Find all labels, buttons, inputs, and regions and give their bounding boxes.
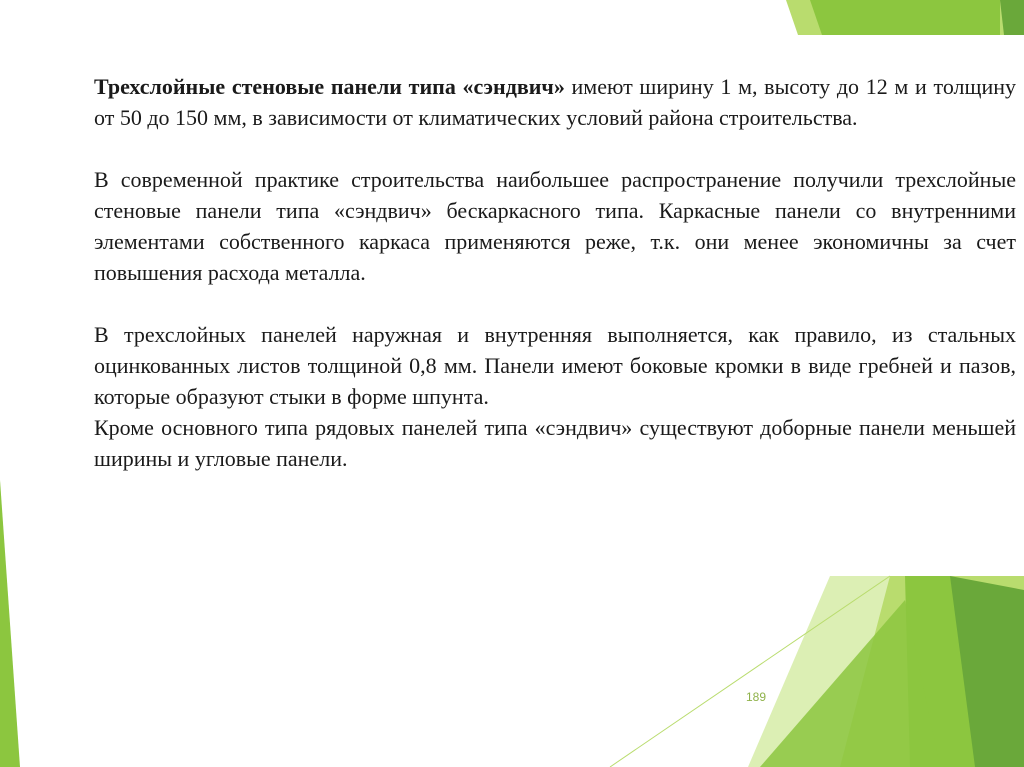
text-body	[94, 71, 1016, 474]
paragraph-1-rest: имеют ширину 1 м, высоту до 12 м и толщину от 50 до 150 мм, в зависимости от климатических условий района строительства.	[94, 74, 1016, 130]
paragraph-2: В современной практике строительства наибольшее распространение получили трехслойные стеновые панели типа «сэндвич» бескаркасного типа. Каркасные панели со внутренними элементами собственного каркаса применяются реже, т.к. они менее экономичны за счет повышения расхода металла.	[94, 167, 1016, 285]
paragraph-gap	[94, 133, 1016, 164]
paragraph-gap	[94, 288, 1016, 319]
top-right-stripe-mid	[810, 0, 1000, 35]
page-number: 189	[745, 690, 767, 704]
paragraph-4: Кроме основного типа рядовых панелей типа «сэндвич» существуют доборные панели меньшей ширины и угловые панели.	[94, 415, 1016, 471]
paragraph-1-bold-lead: Трехслойные стеновые панели типа «сэндвич»	[94, 74, 565, 99]
paragraph-1	[94, 71, 1016, 133]
left-edge-stripe	[0, 480, 20, 767]
paragraph-3: В трехслойных панелей наружная и внутренняя выполняется, как правило, из стальных оцинкованных листов толщиной 0,8 мм. Панели имеют боковые кромки в виде гребней и пазов, которые образуют стыки в форме шпунта.	[94, 322, 1016, 409]
top-right-stripe-dark	[1000, 0, 1024, 35]
